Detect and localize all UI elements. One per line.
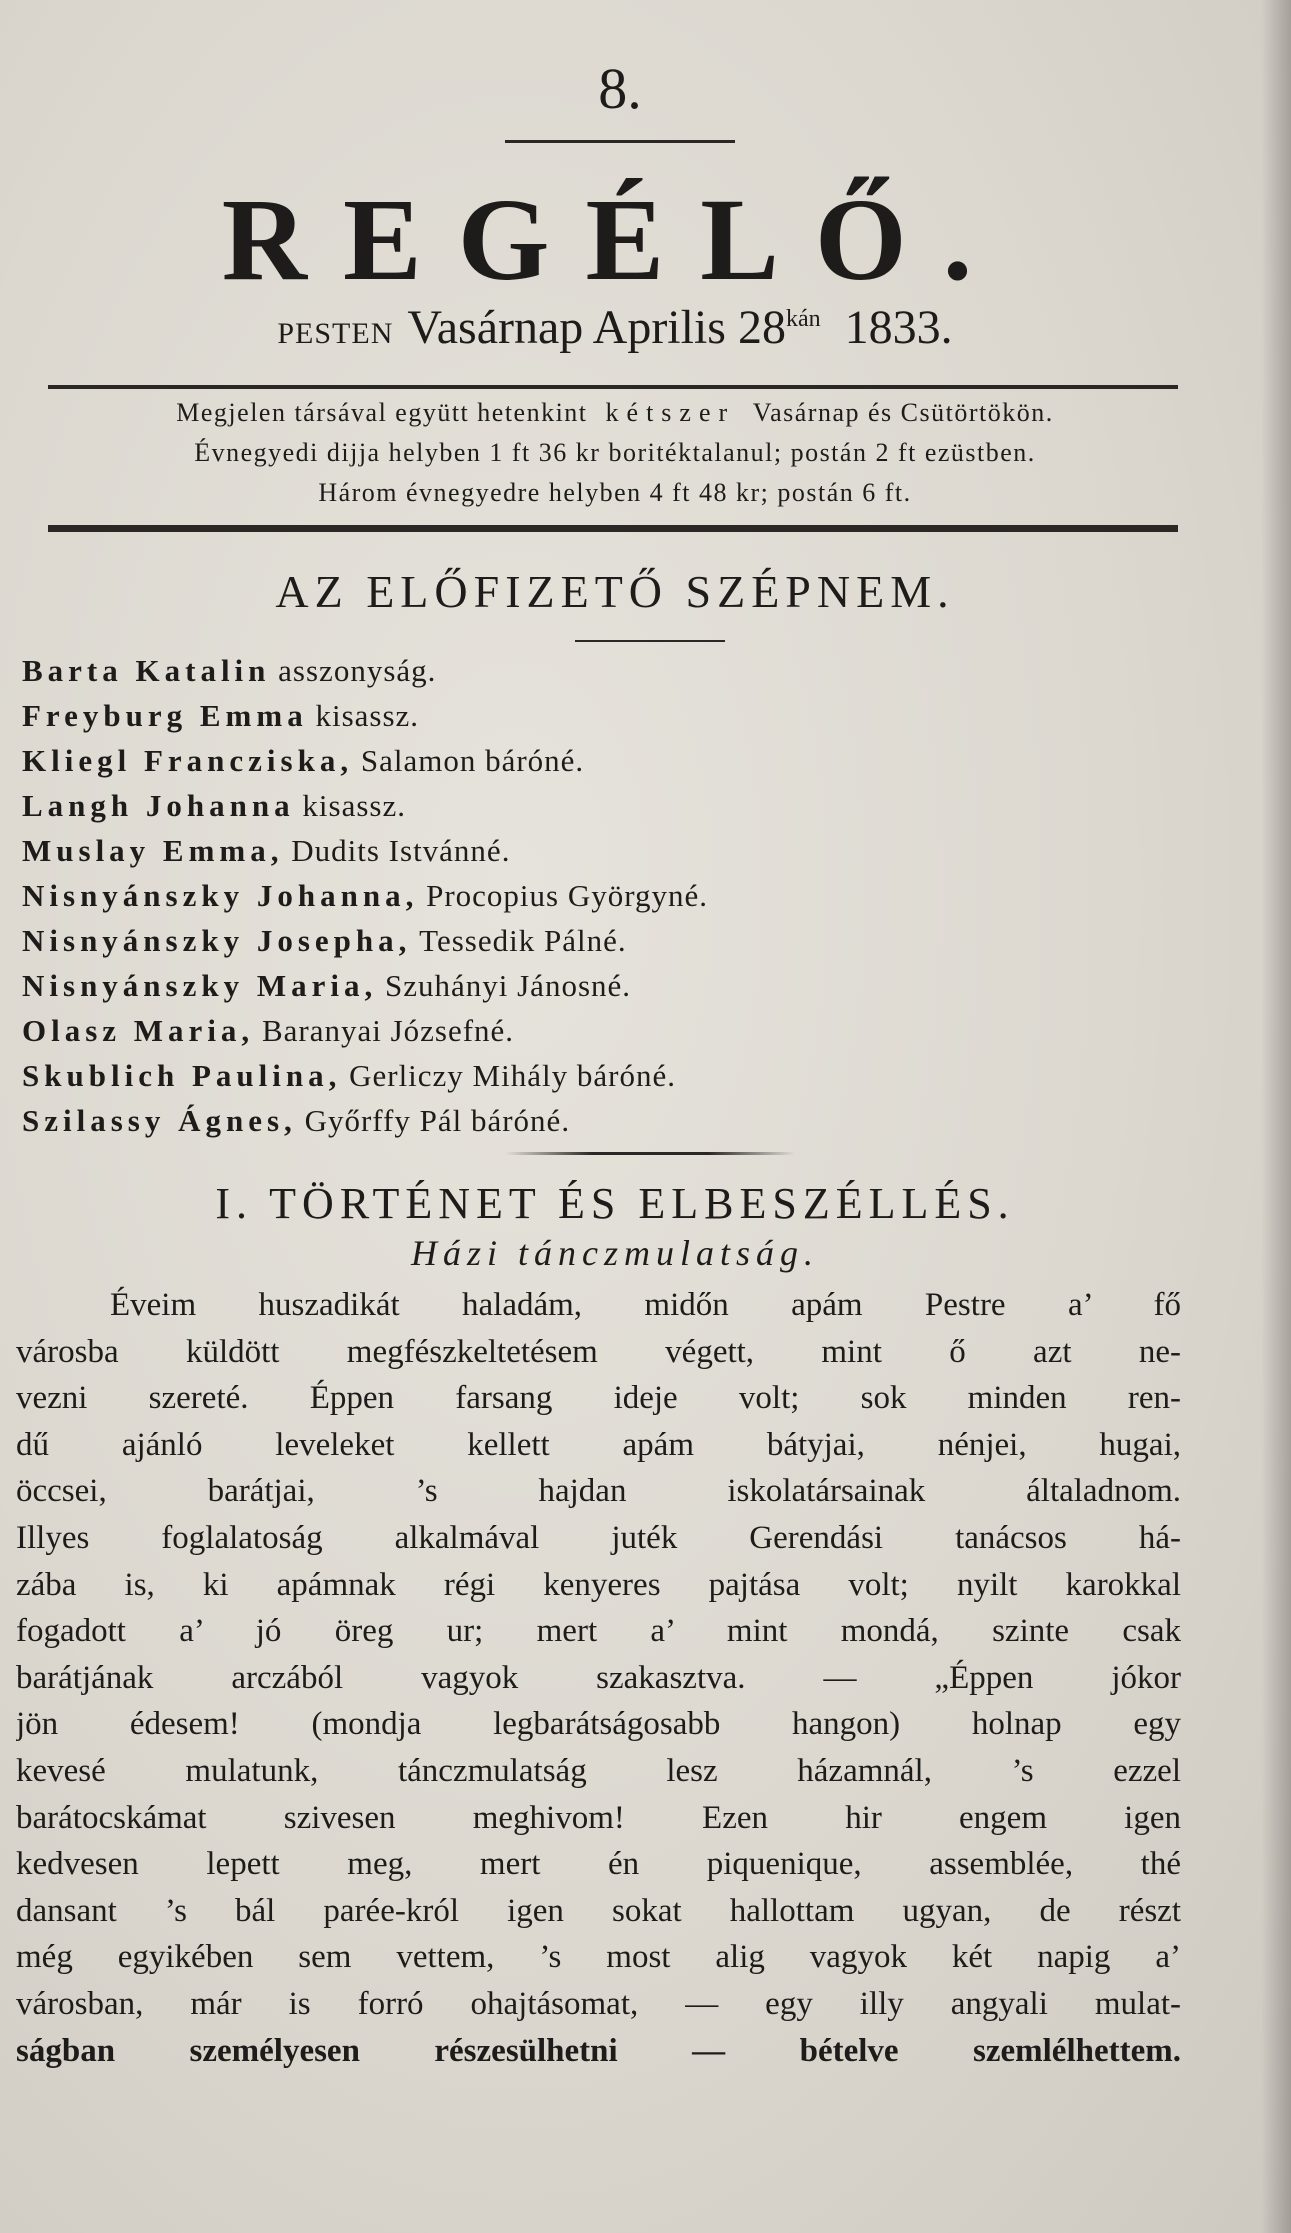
story-line: öccsei, barátjai, ’s hajdan iskolatársainak általadnom. <box>16 1473 1181 1510</box>
story-line: dű ajánló leveleket kellett apám bátyjai, nénjei, hugai, <box>16 1426 1181 1463</box>
subscriber-row: Muslay Emma, Dudits Istvánné. <box>22 833 511 868</box>
issue-number-rule <box>505 140 735 143</box>
subscriber-row: Nisnyánszky Maria, Szuhányi Jánosné. <box>22 968 632 1003</box>
story-title: Házi tánczmulatság. <box>410 1233 819 1273</box>
story-line: még egyikében sem vettem, ’s most alig vagyok két napig a’ <box>16 1939 1181 1976</box>
dateline-date-suffix: kán <box>785 306 821 332</box>
notice-line-1a: Megjelen társával együtt hetenkint <box>176 398 588 427</box>
story-line: városban, már is forró ohajtásomat, — egy illy angyali mulat- <box>16 1985 1181 2022</box>
story-line: dansant ’s bál parée-król igen sokat hallottam ugyan, de részt <box>16 1892 1181 1929</box>
dateline-date: Vasárnap Aprilis 28 <box>407 301 786 354</box>
subscriber-row: Olasz Maria, Baranyai Józsefné. <box>22 1013 515 1048</box>
subscriber-row: Langh Johanna kisassz. <box>22 788 406 823</box>
notice-line-1b: Vasárnap és Csütörtökön. <box>752 398 1054 427</box>
subscribers-list <box>22 648 1172 1143</box>
subscriber-row: Nisnyánszky Johanna, Procopius Györgyné. <box>22 878 709 913</box>
notice-line-1 <box>40 398 1190 428</box>
story-line: kedvesen lepett meg, mert én piquenique, assemblée, thé <box>16 1846 1181 1883</box>
story-line: Éveim huszadikát haladám, midőn apám Pestre a’ fő <box>110 1287 1181 1323</box>
masthead-rule-top <box>48 385 1178 389</box>
subscribers-heading-rule <box>575 640 725 642</box>
subscriber-row: Barta Katalin asszonyság. <box>22 653 437 688</box>
story-line: kevesé mulatunk, tánczmulatság lesz házamnál, ’s ezzel <box>16 1752 1181 1789</box>
dateline <box>150 300 1080 355</box>
story-line: barátocskámat szivesen meghivom! Ezen hir engem igen <box>16 1799 1181 1836</box>
subscribers-heading: AZ ELŐFIZETŐ SZÉPNEM. <box>275 566 955 617</box>
section-divider <box>505 1152 795 1155</box>
story-line: városba küldött megfészkeltetésem végett, mint ő azt ne- <box>16 1333 1181 1370</box>
notice-line-3: Három évnegyedre helyben 4 ft 48 kr; postán 6 ft. <box>318 478 912 507</box>
subscriber-row: Freyburg Emma kisassz. <box>22 698 420 733</box>
story-line: jön édesem! (mondja legbarátságosabb hangon) holnap egy <box>16 1706 1181 1743</box>
story-line: zába is, ki apámnak régi kenyeres pajtása volt; nyilt karokkal <box>16 1566 1181 1603</box>
story-line: barátjának arczából vagyok szakasztva. — „Éppen jókor <box>16 1659 1181 1696</box>
issue-number: 8. <box>598 56 642 121</box>
story-line: vezni szereté. Éppen farsang ideje volt; sok minden ren- <box>16 1380 1181 1417</box>
dateline-year: 1833. <box>844 301 953 354</box>
subscriber-row: Szilassy Ágnes, Győrffy Pál báróné. <box>22 1103 571 1138</box>
story-line: Illyes foglalatoság alkalmával juték Gerendási tanácsos há- <box>16 1519 1181 1556</box>
story-line: ságban személyesen részesülhetni — bételve szemlélhettem. <box>16 2032 1181 2069</box>
notice-line-2: Évnegyedi dijja helyben 1 ft 36 kr boritéktalanul; postán 2 ft ezüstben. <box>194 438 1036 467</box>
subscriber-row: Kliegl Francziska, Salamon báróné. <box>22 743 585 778</box>
subscriber-row: Nisnyánszky Josepha, Tessedik Pálné. <box>22 923 627 958</box>
dateline-place: PESTEN <box>277 317 394 350</box>
masthead-title: REGÉLŐ. <box>221 174 1009 305</box>
section-heading: I. TÖRTÉNET ÉS ELBESZÉLLÉS. <box>215 1179 1015 1228</box>
notice-rule-bottom <box>48 525 1178 532</box>
story-line: fogadott a’ jó öreg ur; mert a’ mint mondá, szinte csak <box>16 1613 1181 1650</box>
story-text <box>16 1282 1181 2074</box>
subscriber-row: Skublich Paulina, Gerliczy Mihály báróné. <box>22 1058 676 1093</box>
notice-line-1-spaced: kétszer <box>605 398 736 427</box>
